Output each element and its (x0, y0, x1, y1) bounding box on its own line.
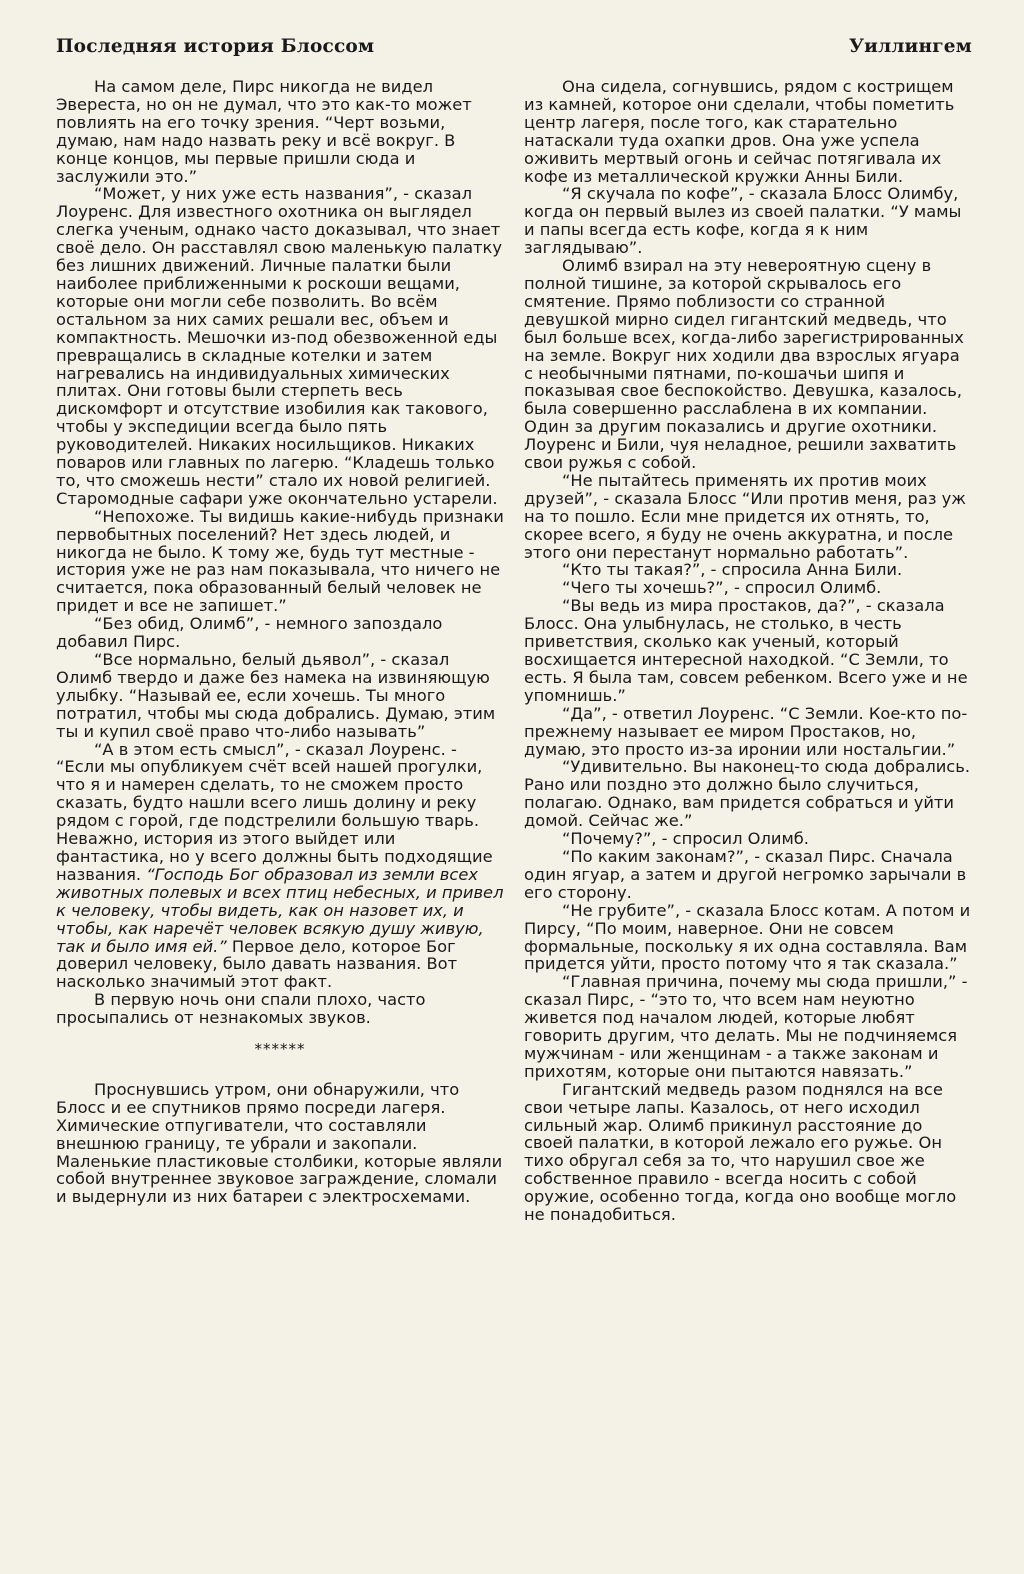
paragraph: “Чего ты хочешь?”, - спросил Олимб. (562, 578, 882, 598)
running-header (56, 36, 972, 64)
left-column (56, 78, 504, 1224)
paragraph (56, 741, 504, 992)
paragraph: “Может, у них уже есть названия”, - сказал Лоуренс. Для известного охотника он выглядел слегка ученым, однако часто доказывал, что знает своё дело. Он расставлял свою маленькую палатку без лишних движений. Личные палатки были наиболее приближенными к роскоши вещами, которые они могли себе позволить. Во всём остальном за них самих решали вес, объем и компактность. Мешочки из-под обезвоженной еды превращались в складные котелки и затем нагревались на индивидуальных химических плитах. Они готовы были стерпеть весь дискомфорт и отсутствие изобилия как такового, чтобы у экспедиции всегда было пять руководителей. Никаких носильщиков. Никаких поваров или главных по лагерю. “Кладешь только то, что сможешь нести” стало их новой религией. Старомодные сафари уже окончательно устарели. (56, 184, 503, 508)
paragraph: На самом деле, Пирс никогда не видел Эвереста, но он не думал, что это как-то может повлиять на его точку зрения. “Черт возьми, думаю, нам надо назвать реку и всё вокруг. В конце концов, мы первые пришли сюда и заслужили это.” (56, 77, 472, 186)
paragraph: Олимб взирал на эту невероятную сцену в полной тишине, за которой скрывалось его смятение. Прямо поблизости со странной девушкой мирно сидел гигантский медведь, что был больше всех, когда-либо зарегистрированных на земле. Вокруг них ходили два взрослых ягуара с необычными пятнами, по-кошачьи шипя и показывая свое беспокойство. Девушка, казалось, была совершенно расслаблена в их компании. Один за другим показались и другие охотники. Лоуренс и Били, чуя неладное, решили захватить свои ружья с собой. (524, 256, 964, 473)
paragraph: Проснувшись утром, они обнаружили, что Блосс и ее спутников прямо посреди лагеря. Химические отпугиватели, что составляли внешнюю границу, те убрали и закопали. Маленькие пластиковые столбики, которые являли собой внутреннее звуковое заграждение, сломали и выдернули из них батареи с электросхемами. (56, 1079, 503, 1207)
paragraph: Она сидела, согнувшись, рядом с кострищем из камней, которое они сделали, чтобы пометить центр лагеря, после того, как старательно натаскали туда охапки дров. Она уже успела оживить мертвый огонь и сейчас потягивала их кофе из металлической кружки Анны Били. (524, 77, 955, 186)
paragraph: “Не пытайтесь применять их против моих друзей”, - сказала Блосс “Или против меня, раз уж на то пошло. Если мне придется их отнять, то, скорее всего, я буду не очень аккуратна, и после этого они перестанут нормально работать”. (524, 470, 966, 562)
paragraph: “Я скучала по кофе”, - сказала Блосс Олимбу, когда он первый вылез из своей палатки. “У мамы и папы всегда есть кофе, когда я к ним заглядываю”. (524, 184, 962, 258)
paragraph: “Непохоже. Ты видишь какие-нибудь признаки первобытных поселений? Нет здесь людей, и никогда не было. К тому же, будь тут местные - история уже не раз нам показывала, что ничего не считается, пока образованный белый человек не придет и все не запишет.” (56, 506, 504, 616)
bible-quote: “Господь Бог образовал из земли всех животных полевых и всех птиц небесных, и привел к человеку, чтобы видеть, как он назовет их, и чтобы, как наречёт человек всякую душу живую, так и было имя ей.” (56, 864, 504, 956)
paragraph-text: “А в этом есть смысл”, - сказал Лоуренс. - “Если мы опубликуем счёт всей нашей прогулки, что я и намерен сделать, то не сможем просто сказать, будто нашли всего лишь долину и реку рядом с горой, где подстрелили большую тварь. Неважно, история из этого выйдет или фантастика, но у всего должны быть подходящие названия. (56, 739, 493, 884)
paragraph: “Да”, - ответил Лоуренс. “С Земли. Кое-кто по-прежнему называет ее миром Простаков, но, думаю, это просто из-за иронии или ностальгии.” (524, 703, 968, 759)
paragraph: “Вы ведь из мира простаков, да?”, - сказала Блосс. Она улыбнулась, не столько, в честь приветствия, сколько как ученый, который восхищается интересной находкой. “С Земли, то есть. Я была там, совсем ребенком. Всего уже и не упомнишь.” (524, 596, 968, 705)
paragraph: “По каким законам?”, - сказал Пирс. Сначала один ягуар, а затем и другой негромко зарычали в его сторону. (524, 846, 967, 902)
paragraph: “Почему?”, - спросил Олимб. (562, 829, 809, 849)
paragraph: “Кто ты такая?”, - спросила Анна Били. (562, 560, 903, 580)
paragraph: “Не грубите”, - сказала Блосс котам. А потом и Пирсу, “По моим, наверное. Они не совсем формальные, поскольку я их одна составляла. Вам придется уйти, просто потому что я так сказала.” (524, 900, 971, 974)
right-column (524, 78, 972, 1224)
header-title: Последняя история Блоссом (56, 36, 375, 57)
section-separator: ****** (254, 1040, 306, 1059)
paragraph: “Без обид, Олимб”, - немного запоздало добавил Пирс. (56, 614, 443, 652)
paragraph-tail: Первое дело, которое Бог доверил человеку, было давать названия. Вот насколько значимый этот факт. (56, 936, 458, 992)
header-author: Уиллингем (848, 36, 972, 57)
paragraph: “Главная причина, почему мы сюда пришли,” - сказал Пирс, - “это то, что всем нам неуютно живется под началом людей, которые любят говорить другим, что делать. Мы не подчиняемся мужчинам - или женщинам - а также законам и прихотям, которые они пытаются навязать.” (524, 972, 968, 1081)
paragraph: Гигантский медведь разом поднялся на все свои четыре лапы. Казалось, от него исходил сильный жар. Олимб прикинул расстояние до своей палатки, в которой лежало его ружье. Он тихо обругал себя за то, что нарушил свое же собственное правило - всегда носить с собой оружие, особенно тогда, когда оно вообще могло не понадобиться. (524, 1079, 957, 1225)
paragraph: “Все нормально, белый дьявол”, - сказал Олимб твердо и даже без намека на извиняющую улыбку. “Называй ее, если хочешь. Ты много потратил, чтобы мы сюда добрались. Думаю, этим ты и купил своё право что-либо называть” (56, 650, 496, 741)
paragraph: “Удивительно. Вы наконец-то сюда добрались. Рано или поздно это должно было случиться, полагаю. Однако, вам придется собраться и уйти домой. Сейчас же.” (524, 757, 971, 831)
paragraph: В первую ночь они спали плохо, часто просыпались от незнакомых звуков. (56, 990, 426, 1028)
text-columns (56, 78, 972, 1224)
